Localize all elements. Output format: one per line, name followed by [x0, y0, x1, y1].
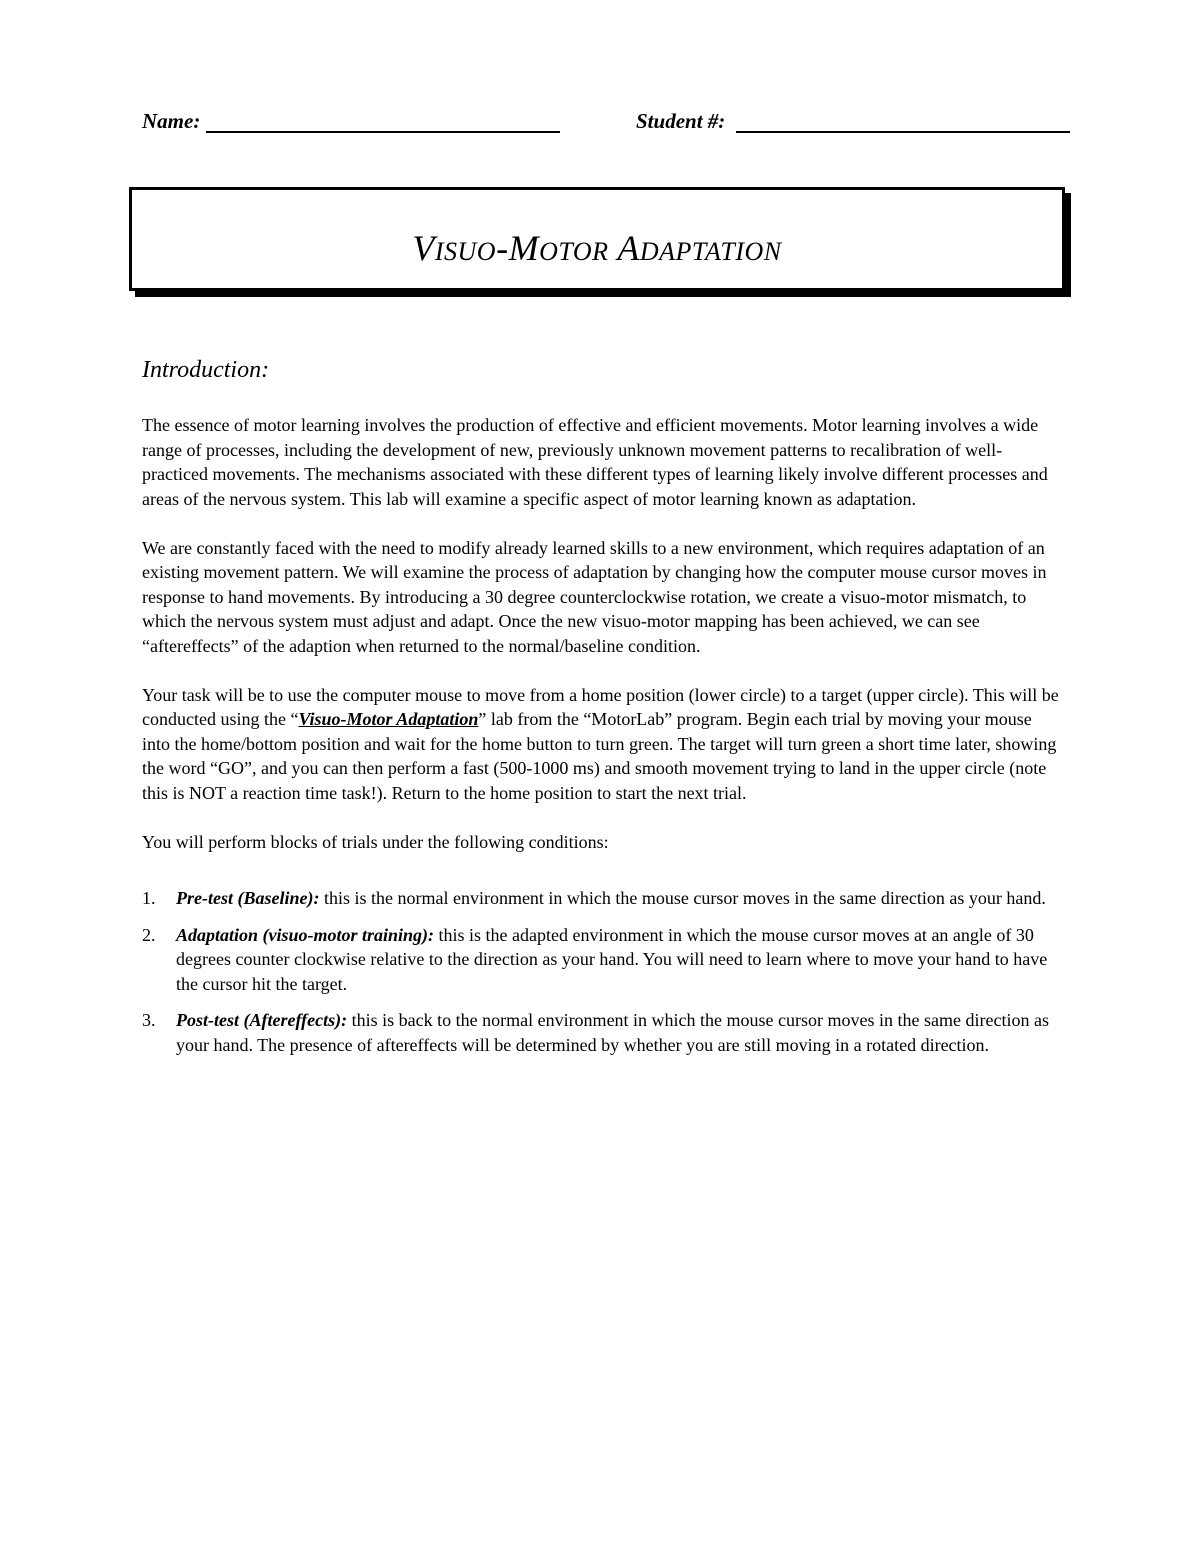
student-number-label: Student #:	[636, 109, 726, 133]
introduction-heading: Introduction:	[142, 357, 270, 383]
student-number-field	[636, 108, 725, 134]
document-title	[132, 228, 1062, 272]
list-item-number: 1.	[142, 888, 156, 908]
lab-name: Visuo-Motor Adaptation	[298, 709, 479, 729]
list-item	[142, 1008, 1062, 1057]
condition-description: this is the adapted environment in which the mouse cursor moves at an angle of 30 degrees counter clockwise relative to the direction as your hand. You will need to learn where to move your hand to have the cursor hit the target.	[176, 924, 1048, 994]
title-box	[129, 187, 1065, 291]
condition-term: Adaptation (visuo-motor training):	[176, 924, 435, 945]
name-field	[142, 108, 200, 134]
list-item-number: 2.	[142, 924, 156, 945]
title-rest-1: ISUO	[434, 237, 497, 266]
condition-term: Post-test (Aftereffects):	[176, 1010, 348, 1030]
title-cap-1: V	[412, 228, 435, 268]
intro-paragraph-2: We are constantly faced with the need to modify already learned skills to a new environment, which requires adaptation of an existing movement pattern. We will examine the process of adaptation by changing how the computer mouse cursor moves in response to hand movements. By introducing a 30 degree counterclockwise rotation, we create a visuo-motor mismatch, to which the nervous system must adjust and adapt. Once the new visuo-motor mapping has been achieved, we can see “aftereffects” of the adaption when returned to the normal/baseline condition.	[142, 537, 1047, 656]
list-item	[142, 886, 1062, 911]
conditions-list	[142, 886, 1062, 1057]
title-cap-3: A	[617, 228, 640, 268]
name-label: Name:	[142, 109, 201, 133]
condition-description: this is back to the normal environment in which the mouse cursor moves in the same direction as your hand. The presence of aftereffects will be determined by whether you are still moving in a rotated direction.	[176, 1010, 1049, 1055]
document-body	[142, 355, 1062, 1069]
title-rest-2: OTOR	[539, 237, 609, 266]
paragraph-3-text-before: Your task will be to use the computer mouse to move from a home position (lower circle) to a target (upper circle). This will be conducted using the “	[142, 684, 1059, 729]
condition-term: Pre-test (Baseline):	[176, 888, 320, 908]
name-blank-line	[206, 131, 560, 133]
student-number-blank-line	[736, 131, 1070, 133]
intro-paragraph-3	[142, 683, 1062, 806]
intro-paragraph-1: The essence of motor learning involves the production of effective and efficient movements. Motor learning involves a wide range of processes, including the development of new, previously unknown movement patterns to recalibration of well-practiced movements. The mechanisms associated with these different types of learning likely involve different processes and areas of the nervous system. This lab will examine a specific aspect of motor learning known as adaptation.	[142, 415, 1048, 509]
title-cap-2: M	[508, 228, 540, 268]
paragraph-3-text-after: ” lab from the “MotorLab” program. Begin each trial by moving your mouse into the home/bottom position and wait for the home button to turn green. The target will turn green a short time later, showing the word “GO”, and you can then perform a fast (500-1000 ms) and smooth movement trying to land in the upper circle (note this is NOT a reaction time task!). Return to the home position to start the next trial.	[142, 709, 1057, 803]
title-dash: -	[496, 228, 509, 268]
title-rest-3: DAPTATION	[639, 237, 782, 266]
list-item-number: 3.	[142, 1010, 156, 1030]
condition-description: this is the normal environment in which the mouse cursor moves in the same direction as your hand.	[319, 888, 1046, 908]
intro-paragraph-4: You will perform blocks of trials under the following conditions:	[142, 831, 609, 852]
list-item	[142, 923, 1062, 997]
